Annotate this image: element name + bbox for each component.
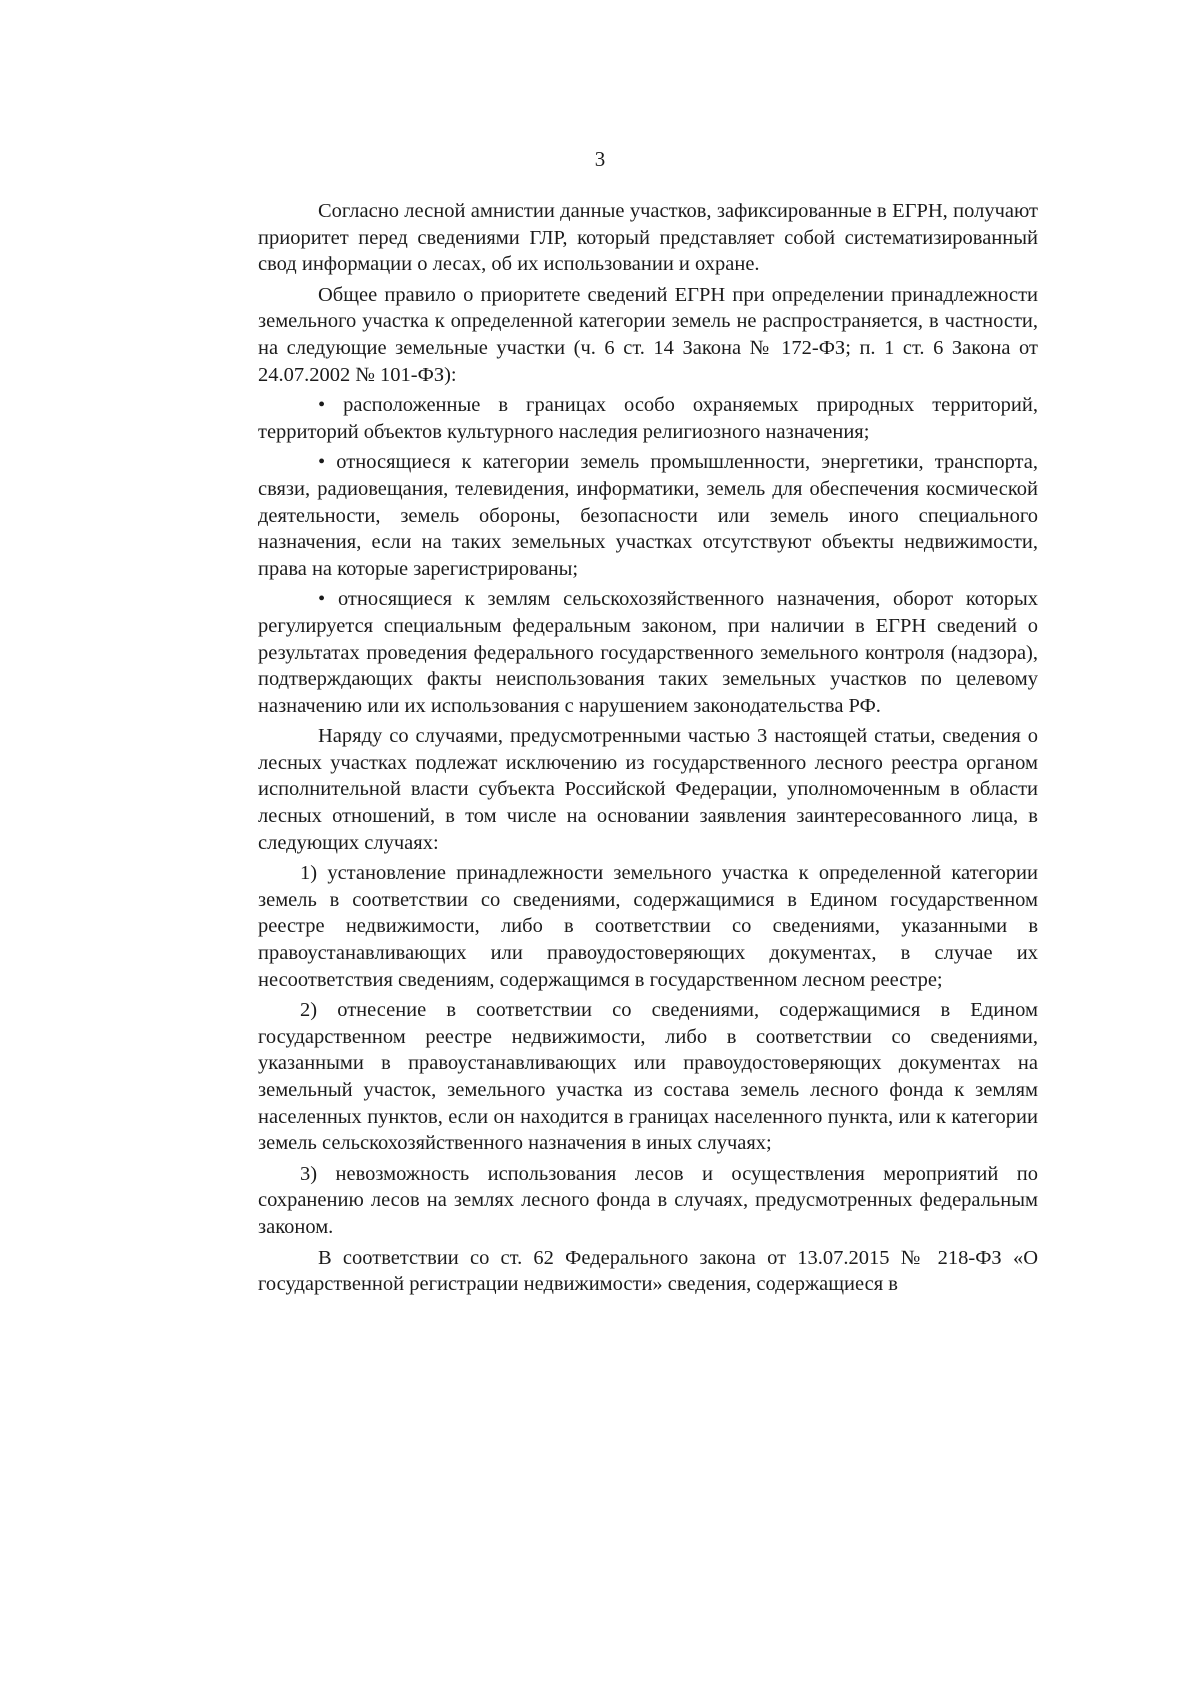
list-item-2: 2) отнесение в соответствии со сведениями, содержащимися в Едином государственном реестре недвижимости, либо в соответствии со сведениями, указанными в правоустанавливающих или правоудостоверяющих документах на земельный участок, земельного участка из состава земель лесного фонда к землям населенных пунктов, если он находится в границах населенного пункта, или к категории земель сельскохозяйственного назначения в иных случаях;: [258, 999, 1038, 1155]
page-number: 3: [594, 147, 606, 171]
bullet-agricultural-lands: • относящиеся к землям сельскохозяйственного назначения, оборот которых регулируется специальным федеральным законом, при наличии в ЕГРН сведений о результатах проведения федерального государственного земельного контроля (надзора), подтверждающих факты неиспользования таких земельных участков по целевому назначению или их использования с нарушением законодательства РФ.: [258, 588, 1038, 717]
paragraph-article-62: В соответствии со ст. 62 Федерального закона от 13.07.2015 № 218-ФЗ «О государственной регистрации недвижимости» сведения, содержащиеся в: [258, 1246, 1038, 1296]
document-body: [258, 198, 1038, 1302]
bullet-industry-lands: • относящиеся к категории земель промышленности, энергетики, транспорта, связи, радиовещания, телевидения, информатики, земель для обеспечения космической деятельности, земель обороны, безопасности или земель иного специального назначения, если на таких земельных участках отсутствуют объекты недвижимости, права на которые зарегистрированы;: [258, 451, 1038, 580]
paragraph-forest-amnesty: Согласно лесной амнистии данные участков, зафиксированные в ЕГРН, получают приоритет перед сведениями ГЛР, который представляет собой систематизированный свод информации о лесах, об их использовании и охране.: [258, 200, 1038, 276]
bullet-protected-territories: • расположенные в границах особо охраняемых природных территорий, территорий объектов культурного наследия религиозного назначения;: [258, 394, 1038, 443]
paragraph-general-rule: Общее правило о приоритете сведений ЕГРН при определении принадлежности земельного участка к определенной категории земель не распространяется, в частности, на следующие земельные участки (ч. 6 ст. 14 Закона № 172-ФЗ; п. 1 ст. 6 Закона от 24.07.2002 № 101-ФЗ):: [258, 283, 1038, 386]
list-item-3: 3) невозможность использования лесов и осуществления мероприятий по сохранению лесов на землях лесного фонда в случаях, предусмотренных федеральным законом.: [258, 1162, 1038, 1238]
paragraph-exclusion-cases: Наряду со случаями, предусмотренными частью 3 настоящей статьи, сведения о лесных участках подлежат исключению из государственного лесного реестра органом исполнительной власти субъекта Российской Федерации, уполномоченным в области лесных отношений, в том числе на основании заявления заинтересованного лица, в следующих случаях:: [258, 725, 1038, 854]
list-item-1: 1) установление принадлежности земельного участка к определенной категории земель в соответствии со сведениями, содержащимися в Едином государственном реестре недвижимости, либо в соответствии со сведениями, указанными в правоустанавливающих или правоудостоверяющих документах, в случае их несоответствия сведениям, содержащимся в государственном лесном реестре;: [258, 862, 1038, 991]
